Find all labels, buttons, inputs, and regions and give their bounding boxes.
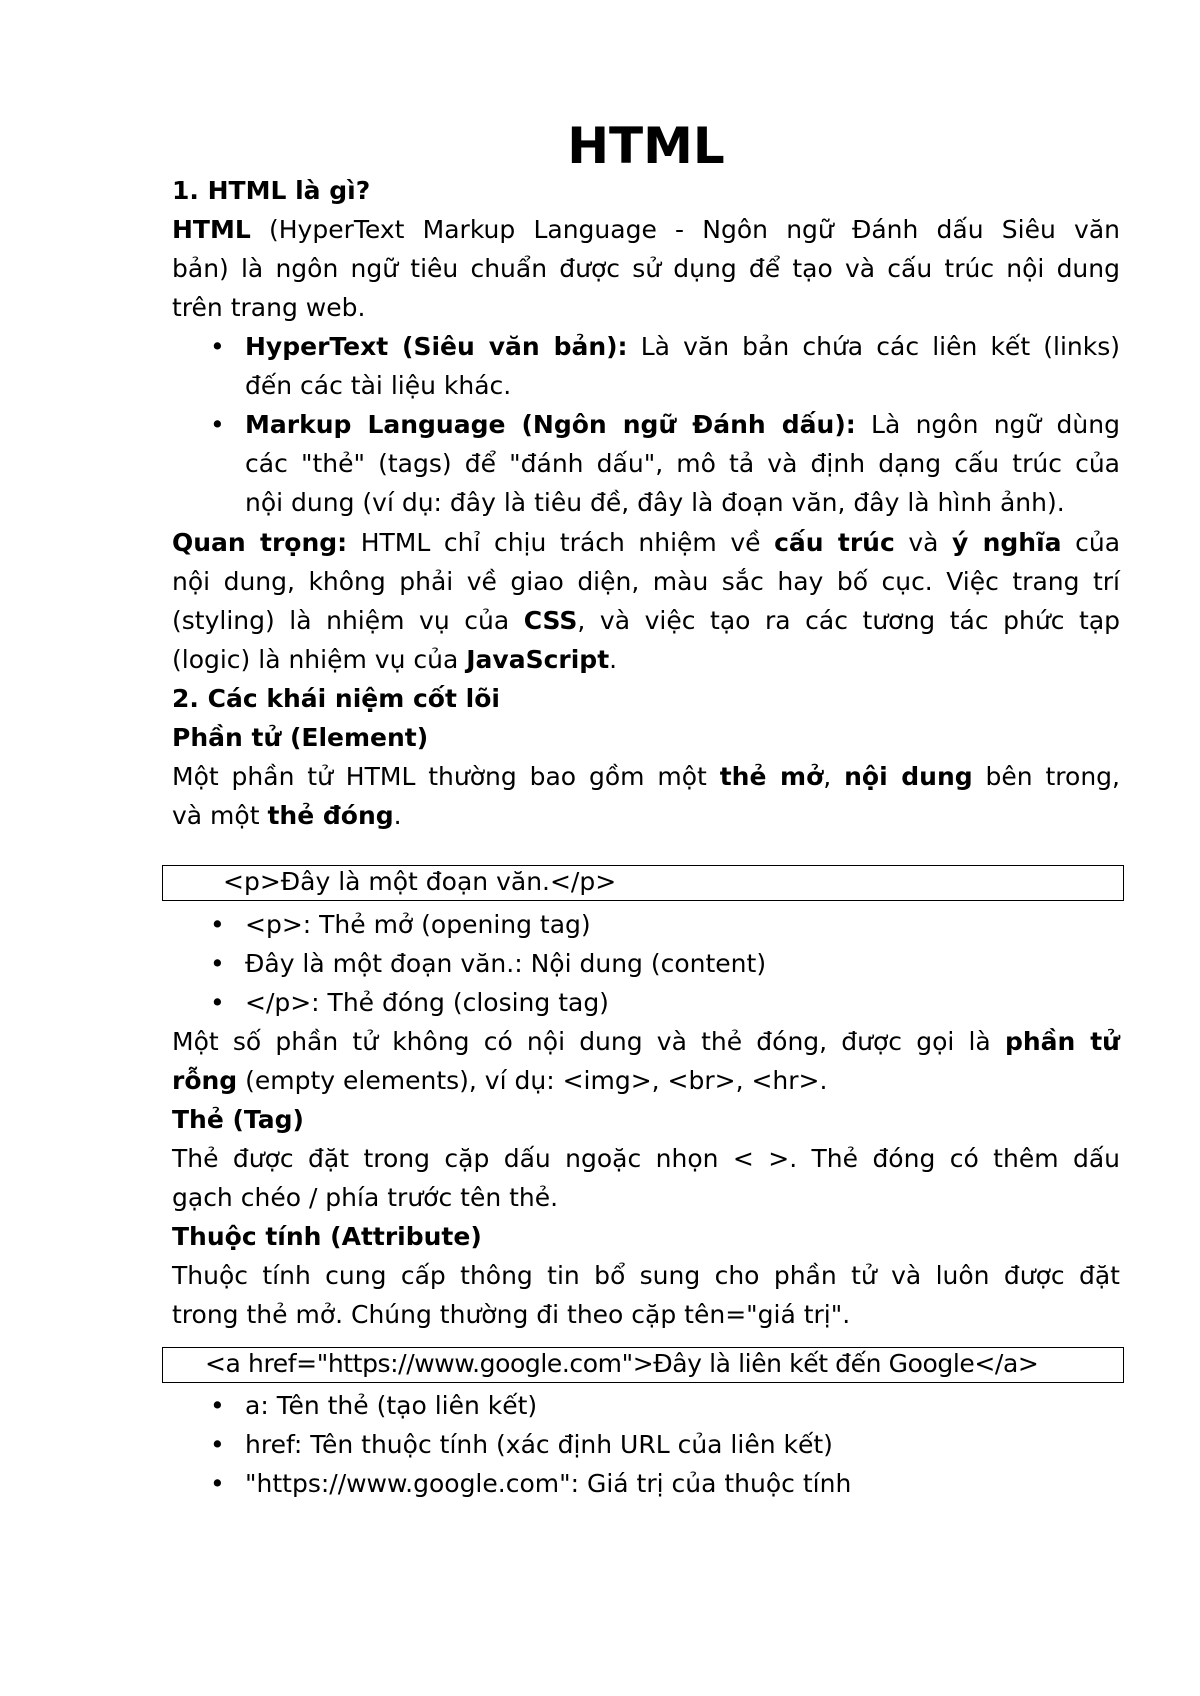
bullet-markup-line-2: các "thẻ" (tags) để "đánh dấu", mô tả và định dạng cấu trúc của <box>245 449 1120 478</box>
intro-line-1 <box>172 213 1120 247</box>
tag-line-2: gạch chéo / phía trước tên thẻ. <box>172 1183 559 1212</box>
important-label: Quan trọng: <box>172 528 348 557</box>
element-text: , <box>823 762 845 791</box>
bullet-icon: • <box>210 949 225 978</box>
important-text: HTML chỉ chịu trách nhiệm về <box>347 528 775 557</box>
important-text: và <box>894 528 952 557</box>
empty-text: (empty elements), ví dụ: <img>, <br>, <hr>. <box>237 1066 828 1095</box>
bullet-icon: • <box>210 988 225 1017</box>
bullet-markup-line-3: nội dung (ví dụ: đây là tiêu đề, đây là đoạn văn, đây là hình ảnh). <box>245 488 1065 517</box>
element-line-2 <box>172 799 1120 833</box>
important-strong: ý nghĩa <box>952 528 1062 557</box>
bullet-icon: • <box>210 1430 225 1459</box>
bullet-term: HyperText (Siêu văn bản): <box>245 332 628 361</box>
important-text: (logic) là nhiệm vụ của <box>172 645 467 674</box>
element-text: và một <box>172 801 268 830</box>
empty-strong: rỗng <box>172 1066 238 1095</box>
attribute-bullet-2: href: Tên thuộc tính (xác định URL của liên kết) <box>245 1430 833 1459</box>
element-bullet-1: <p>: Thẻ mở (opening tag) <box>245 910 591 939</box>
element-heading: Phần tử (Element) <box>172 723 429 752</box>
element-text: Một phần tử HTML thường bao gồm một <box>172 762 720 791</box>
intro-term: HTML <box>172 215 251 244</box>
important-strong: CSS <box>523 606 578 635</box>
bullet-term: Markup Language (Ngôn ngữ Đánh dấu): <box>245 410 856 439</box>
code-box-attribute: <a href="https://www.google.com">Đây là liên kết đến Google</a> <box>162 1347 1124 1383</box>
code-box-element: <p>Đây là một đoạn văn.</p> <box>162 865 1124 901</box>
attribute-bullet-3: "https://www.google.com": Giá trị của thuộc tính <box>245 1469 852 1498</box>
tag-line-1: Thẻ được đặt trong cặp dấu ngoặc nhọn < >. Thẻ đóng có thêm dấu <box>172 1144 1120 1173</box>
element-strong: thẻ đóng <box>267 801 394 830</box>
element-text: . <box>393 801 402 830</box>
intro-line-2: bản) là ngôn ngữ tiêu chuẩn được sử dụng để tạo và cấu trúc nội dung <box>172 254 1120 283</box>
empty-strong: phần tử <box>1004 1027 1120 1056</box>
element-line-1 <box>172 760 1120 794</box>
bullet-icon: • <box>210 910 225 939</box>
important-text: , và việc tạo ra các tương tác phức tạp <box>577 606 1121 635</box>
important-text: (styling) là nhiệm vụ của <box>172 606 524 635</box>
element-strong: nội dung <box>844 762 973 791</box>
empty-line-2 <box>172 1064 1120 1098</box>
section-1-heading: 1. HTML là gì? <box>172 176 371 205</box>
tag-heading: Thẻ (Tag) <box>172 1105 304 1134</box>
attribute-heading: Thuộc tính (Attribute) <box>172 1222 482 1251</box>
important-line-2: nội dung, không phải về giao diện, màu sắc hay bố cục. Việc trang trí <box>172 567 1120 596</box>
bullet-icon: • <box>210 1391 225 1420</box>
important-line-1 <box>172 526 1120 560</box>
empty-line-1 <box>172 1025 1120 1059</box>
bullet-hypertext-line-2: đến các tài liệu khác. <box>245 371 512 400</box>
bullet-icon: • <box>210 410 225 439</box>
bullet-text: Là ngôn ngữ dùng <box>855 410 1120 439</box>
attribute-line-1: Thuộc tính cung cấp thông tin bổ sung cho phần tử và luôn được đặt <box>172 1261 1120 1290</box>
bullet-markup-line-1 <box>245 408 1120 442</box>
important-strong: cấu trúc <box>774 528 895 557</box>
section-2-heading: 2. Các khái niệm cốt lõi <box>172 684 500 713</box>
element-strong: thẻ mở <box>719 762 824 791</box>
page-title: HTML <box>567 117 725 175</box>
bullet-icon: • <box>210 332 225 361</box>
important-strong: JavaScript <box>466 645 610 674</box>
element-bullet-2: Đây là một đoạn văn.: Nội dung (content) <box>245 949 767 978</box>
important-text: . <box>609 645 618 674</box>
intro-text: (HyperText Markup Language - Ngôn ngữ Đánh dấu Siêu văn <box>250 215 1120 244</box>
important-text: của <box>1061 528 1121 557</box>
empty-text: Một số phần tử không có nội dung và thẻ đóng, được gọi là <box>172 1027 1005 1056</box>
attribute-bullet-1: a: Tên thẻ (tạo liên kết) <box>245 1391 538 1420</box>
element-bullet-3: </p>: Thẻ đóng (closing tag) <box>245 988 609 1017</box>
bullet-icon: • <box>210 1469 225 1498</box>
bullet-hypertext-line-1 <box>245 330 1120 364</box>
important-line-4 <box>172 643 1120 677</box>
bullet-text: Là văn bản chứa các liên kết (links) <box>627 332 1120 361</box>
intro-line-3: trên trang web. <box>172 293 366 322</box>
important-line-3 <box>172 604 1120 638</box>
attribute-line-2: trong thẻ mở. Chúng thường đi theo cặp tên="giá trị". <box>172 1300 851 1329</box>
element-text: bên trong, <box>972 762 1120 791</box>
